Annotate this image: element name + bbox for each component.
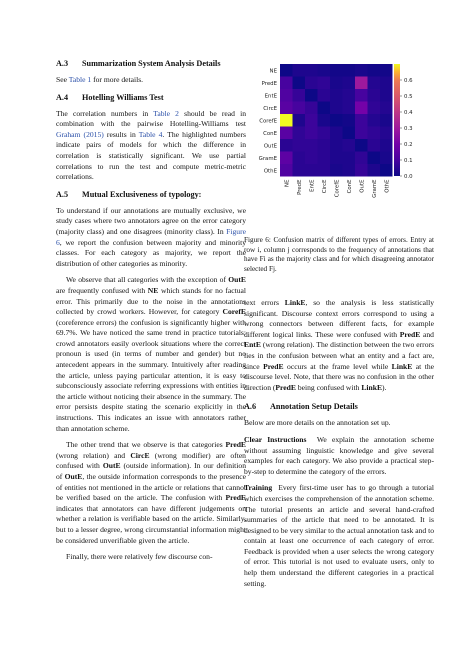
table4-link[interactable]: Table 4 — [138, 129, 163, 139]
colorbar-tick-label: 0.3 — [404, 126, 413, 132]
col-label: ConE — [346, 179, 353, 194]
heatmap-cell — [318, 102, 331, 115]
confusion-matrix-heatmap — [244, 58, 434, 228]
heatmap-cell — [343, 89, 356, 102]
heatmap-cell — [343, 114, 356, 127]
heatmap-cell — [280, 77, 293, 90]
colorbar — [394, 64, 400, 176]
a6-intro: Below are more details on the annotation set up. — [244, 418, 391, 428]
section-heading-a6: A.6 Annotation Setup Details — [244, 402, 358, 412]
heatmap-cell — [368, 127, 381, 140]
colorbar-tick-label: 0.5 — [404, 94, 413, 100]
heatmap-cell — [318, 77, 331, 90]
graham-citation-link[interactable]: Graham (2015) — [56, 129, 104, 139]
heatmap-cell — [280, 114, 293, 127]
row-label: PredE — [261, 80, 277, 87]
col-label: CircE — [321, 179, 328, 194]
heatmap-cell — [305, 64, 318, 77]
figure-caption: Figure 6: Confusion matrix of different types of errors. Entry at row i, column j corresponds to the frequency of annotations that have Fi as the majority class and for which disagreeing annotator selected Fj. — [244, 236, 434, 273]
heatmap-cell — [293, 77, 306, 90]
heatmap-cell — [343, 127, 356, 140]
heatmap-cell — [355, 152, 368, 165]
heatmap-cell — [293, 64, 306, 77]
heatmap-cell — [280, 89, 293, 102]
heatmap-cell — [330, 139, 343, 152]
heatmap-cell — [355, 164, 368, 177]
heatmap-cell — [355, 127, 368, 140]
col-label: NE — [284, 179, 291, 187]
heatmap-cell — [380, 77, 393, 90]
continued-paragraph: text errors LinkE, so the analysis is less statistically significant. Discourse context errors correspond to using a wrong connectors between different facts, for example different logical links. These were confused with PredE and EntE (wrong relation). The distinction between the two errors lies in the confusion between what an entity and a fact are, since PredE occurs at the frame level while LinkE at the discourse level. Note, that there was no confusion in the other direction (PredE being confused with LinkE). — [244, 298, 434, 392]
colorbar-tick-label: 0.2 — [404, 142, 413, 148]
table1-link[interactable]: Table 1 — [68, 75, 92, 84]
heatmap-cell — [305, 114, 318, 127]
row-label: NE — [269, 68, 277, 75]
col-label: EntE — [309, 179, 316, 192]
col-label: CorefE — [334, 179, 341, 198]
heatmap-cell — [343, 152, 356, 165]
a5-paragraph-3: The other trend that we observe is that categories PredE (wrong relation) and CircE (wrong modifier) are often confused with OutE (outside information). In our definition of OutE, the outside information corresponds to the presence of entities not mentioned in the article or relations that cannot be verified based on the article. The confusion with PredE indicates that annotators can have different judgements on whether a relation is verifiable based on the article. Similarly, but to a lesser degree, wrong circumstantial information might be considered unverifiable given the article. — [56, 440, 246, 545]
heatmap-cell — [355, 77, 368, 90]
heatmap-cell — [293, 139, 306, 152]
heatmap-cell — [368, 152, 381, 165]
heatmap-cell — [380, 89, 393, 102]
a5-paragraph-1: To understand if our annotations are mutually exclusive, we study cases where two annotators agree on the error category (majority class) and one disagrees (minority class). In Figure 6, we report the confusion between majority and minority classes. For each category as majority, we report the distribution of other categories as minority. — [56, 205, 246, 268]
heatmap-cell — [380, 114, 393, 127]
heatmap-cell — [368, 77, 381, 90]
heatmap-cell — [343, 139, 356, 152]
heatmap-cell — [343, 77, 356, 90]
left-column — [56, 58, 246, 569]
heatmap-cell — [355, 114, 368, 127]
right-column — [244, 298, 434, 595]
heatmap-cell — [330, 114, 343, 127]
heatmap-cell — [380, 152, 393, 165]
heatmap-cell — [368, 114, 381, 127]
heatmap-cell — [293, 102, 306, 115]
heatmap-cell — [368, 102, 381, 115]
heatmap-cell — [318, 139, 331, 152]
heatmap-cell — [343, 102, 356, 115]
heatmap-cell — [330, 89, 343, 102]
heatmap-cell — [355, 89, 368, 102]
col-label: PredE — [296, 179, 303, 195]
clear-instructions-paragraph: Clear Instructions We explain the annotation scheme without assuming linguistic knowledge and give several examples for each category. We also provide a practical step-by-step to determine the category of the errors. — [244, 434, 434, 476]
row-label: CircE — [263, 105, 277, 112]
heatmap-cell — [280, 139, 293, 152]
heatmap-cell — [330, 152, 343, 165]
heatmap-cell — [305, 139, 318, 152]
heatmap-cell — [343, 164, 356, 177]
colorbar-tick-label: 0.4 — [404, 110, 413, 116]
heatmap-cell — [293, 89, 306, 102]
heatmap-cell — [380, 64, 393, 77]
section-heading-a3: A.3 Summarization System Analysis Details — [56, 59, 221, 68]
figure6-link[interactable]: Figure 6 — [56, 226, 246, 247]
section-heading-a5: A.5 Mutual Exclusiveness of typology: — [56, 189, 202, 199]
heatmap-cell — [380, 164, 393, 177]
a3-text: See Table 1 for more details. — [56, 75, 144, 84]
heatmap-cell — [318, 64, 331, 77]
section-heading-a4: A.4 Hotelling Williams Test — [56, 92, 164, 102]
row-label: OutE — [263, 143, 277, 150]
heatmap-cell — [355, 64, 368, 77]
col-label: OutE — [359, 179, 366, 193]
heatmap-cell — [368, 164, 381, 177]
heatmap-cell — [368, 64, 381, 77]
heatmap-cell — [343, 64, 356, 77]
heatmap-cell — [305, 89, 318, 102]
a5-paragraph-2: We observe that all categories with the exception of OutE are frequently confused with NE which stands for no factual error. This primarily due to the noise in the annotations collected by crowd workers. However, for category CorefE (coreference errors) the confusion is significantly higher with 69.7%. We have noticed the same trend in practice tutorials: crowd annotators easily overlook situations where the correct pronoun is used (in terms of number and gender) but no antecedent appears in the summary. Intuitively after reading the article, unless paying particular attention, it is easy to subconsciously associate referring expressions with entities in the article without noticing their absence in the summary. The error persists despite stating the scenario explicitly in the instructions. This indicates an issue with annotators rather than annotation scheme. — [56, 275, 247, 433]
heatmap-cell — [330, 102, 343, 115]
row-label: EntE — [264, 93, 277, 100]
heatmap-cell — [380, 139, 393, 152]
row-label: CorefE — [259, 118, 277, 125]
heatmap-cell — [318, 127, 331, 140]
heatmap-cell — [280, 102, 293, 115]
heatmap-cell — [280, 64, 293, 77]
heatmap-cell — [368, 89, 381, 102]
heatmap-cell — [355, 102, 368, 115]
heatmap-cell — [305, 127, 318, 140]
heatmap-cell — [293, 152, 306, 165]
row-label: GramE — [258, 155, 277, 162]
heatmap-cell — [318, 164, 331, 177]
heatmap-cell — [305, 164, 318, 177]
heatmap-cell — [318, 89, 331, 102]
colorbar-tick-label: 0.6 — [404, 78, 413, 84]
heatmap-cell — [330, 77, 343, 90]
a5-paragraph-4: Finally, there were relatively few discourse con- — [66, 552, 213, 562]
col-label: GramE — [371, 179, 378, 198]
heatmap-cell — [330, 127, 343, 140]
heatmap-cell — [293, 114, 306, 127]
heatmap-cell — [318, 152, 331, 165]
row-label: OthE — [263, 168, 277, 175]
a4-text: The correlation numbers in Table 2 should be read in combination with the pairwise Hotelling-Williams test Graham (2015) results in Table 4. The highlighted numbers indicate pairs of models for which the difference in correlation is statistically significant. We use partial correlations to run the test and compute metric-metric correlations. — [56, 108, 246, 182]
heatmap-cell — [305, 152, 318, 165]
heatmap-cell — [380, 102, 393, 115]
confusion-matrix-figure — [244, 58, 434, 228]
heatmap-cell — [318, 114, 331, 127]
heatmap-cell — [293, 164, 306, 177]
col-label: OthE — [384, 179, 391, 193]
training-paragraph: Training Every first-time user has to go through a tutorial which exercises the comprehension of the annotation scheme. The tutorial presents an article and several hand-crafted summaries of the article that need to be annotated. It is designed to be very similar to the actual annotation task and to contain at least one occurrence of each category of error. Feedback is provided when a user selects the wrong category of error. This tutorial is not used to evaluate users, only to help them understand the different categories in a practical setting. — [244, 483, 435, 588]
heatmap-cell — [305, 77, 318, 90]
heatmap-cell — [293, 127, 306, 140]
heatmap-cell — [330, 64, 343, 77]
row-label: ConE — [263, 130, 277, 137]
heatmap-cell — [380, 127, 393, 140]
colorbar-tick-label: 0.0 — [404, 174, 413, 180]
heatmap-cell — [280, 152, 293, 165]
colorbar-tick-label: 0.1 — [404, 158, 413, 164]
heatmap-cell — [368, 139, 381, 152]
heatmap-cell — [305, 102, 318, 115]
heatmap-cell — [280, 164, 293, 177]
heatmap-cell — [330, 164, 343, 177]
heatmap-cell — [355, 139, 368, 152]
table2-link[interactable]: Table 2 — [153, 108, 179, 118]
heatmap-cell — [280, 127, 293, 140]
